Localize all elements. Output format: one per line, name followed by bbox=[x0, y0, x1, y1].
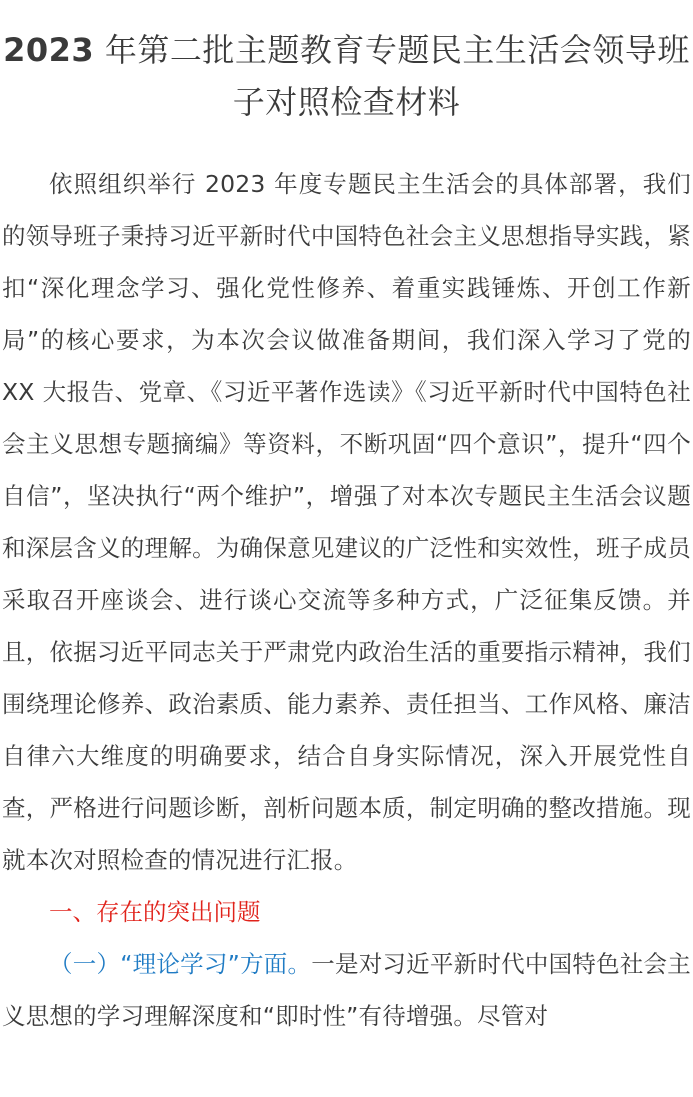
title-year: 2023 bbox=[3, 31, 95, 69]
document-title bbox=[2, 24, 691, 128]
subsection-heading: （一）“理论学习”方面。 bbox=[49, 950, 312, 978]
subsection-paragraph bbox=[2, 938, 691, 1042]
section-heading: 一、存在的突出问题 bbox=[49, 898, 261, 926]
title-text: 年第二批主题教育专题民主生活会领导班子对照检查材料 bbox=[94, 31, 690, 121]
intro-paragraph: 依照组织举行 2023 年度专题民主生活会的具体部署，我们的领导班子秉持习近平新时代中国特色社会主义思想指导实践，紧扣“深化理念学习、强化党性修养、着重实践锤炼、开创工作新局”的核心要求，为本次会议做准备期间，我们深入学习了党的 XX 大报告、党章、《习近平著作选读》《习近平新时代中国特色社会主义思想专题摘编》等资料，不断巩固“四个意识”，提升“四个自信”，坚决执行“两个维护”，增强了对本次专题民主生活会议题和深层含义的理解。为确保意见建议的广泛性和实效性，班子成员采取召开座谈会、进行谈心交流等多种方式，广泛征集反馈。并且，依据习近平同志关于严肃党内政治生活的重要指示精神，我们围绕理论修养、政治素质、能力素养、责任担当、工作风格、廉洁自律六大维度的明确要求，结合自身实际情况，深入开展党性自查，严格进行问题诊断，剖析问题本质，制定明确的整改措施。现就本次对照检查的情况进行汇报。 bbox=[2, 170, 691, 874]
subsection-text: 一是对习近平新时代中国特色社会主义思想的学习理解深度和“即时性”有待增强。尽管对 bbox=[2, 950, 691, 1030]
